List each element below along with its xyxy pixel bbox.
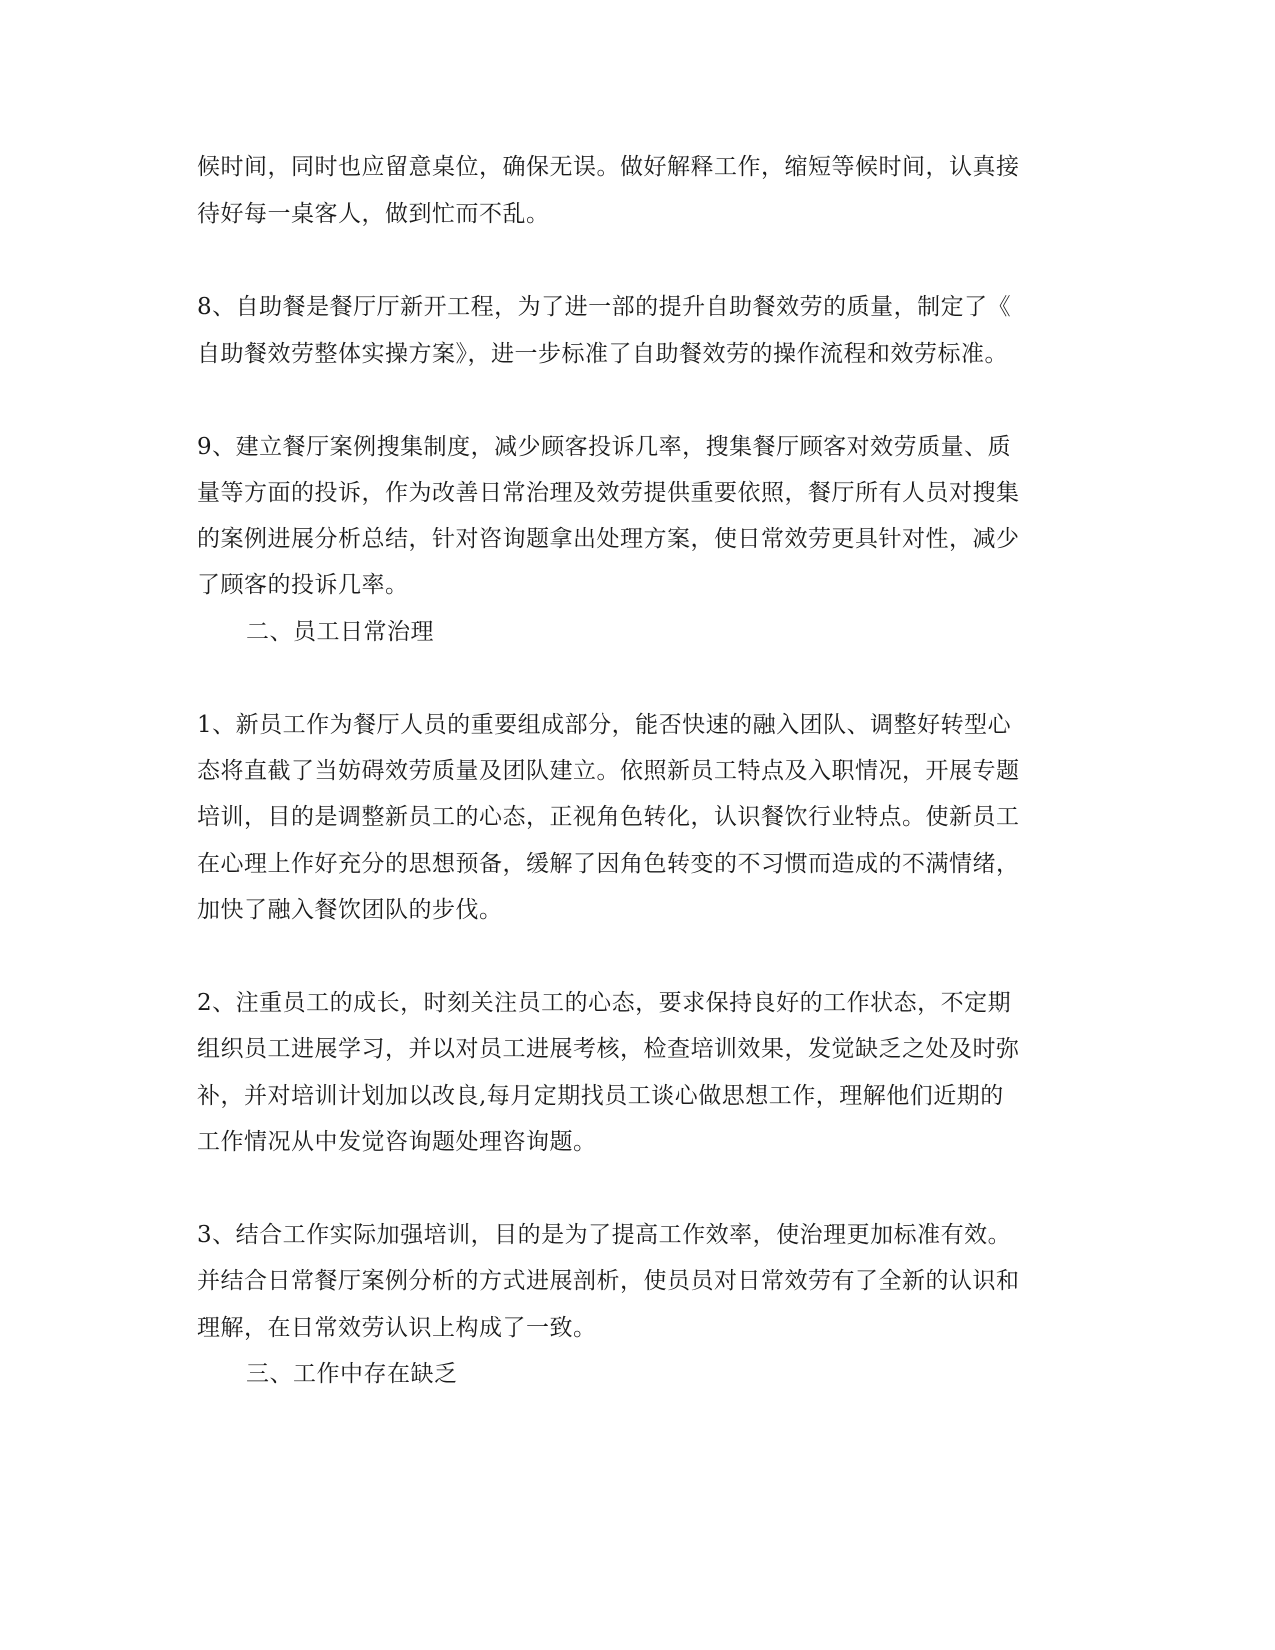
text-line: 1、新员工作为餐厅人员的重要组成部分，能否快速的融入团队、调整好转型心 [197,712,1012,738]
text-line: 量等方面的投诉，作为改善日常治理及效劳提供重要依照，餐厅所有人员对搜集 [197,480,1020,506]
text-line: 加快了融入餐饮团队的步伐。 [197,897,503,923]
section-heading: 二、员工日常治理 [246,619,434,645]
text-line: 组织员工进展学习，并以对员工进展考核，检查培训效果，发觉缺乏之处及时弥 [197,1036,1020,1062]
text-line: 2、注重员工的成长，时刻关注员工的心态，要求保持良好的工作状态，不定期 [197,990,1012,1016]
text-line: 9、建立餐厅案例搜集制度，减少顾客投诉几率，搜集餐厅顾客对效劳质量、质 [197,434,1012,460]
section-heading: 三、工作中存在缺乏 [246,1361,458,1387]
text-line: 态将直截了当妨碍效劳质量及团队建立。依照新员工特点及入职情况，开展专题 [197,758,1020,784]
text-line: 待好每一桌客人，做到忙而不乱。 [197,201,550,227]
text-line: 3、结合工作实际加强培训，目的是为了提高工作效率，使治理更加标准有效。 [197,1222,1012,1248]
text-line: 8、自助餐是餐厅厅新开工程，为了进一部的提升自助餐效劳的质量，制定了《 [197,294,1012,320]
text-line: 并结合日常餐厅案例分析的方式进展剖析，使员员对日常效劳有了全新的认识和 [197,1268,1020,1294]
text-line: 补，并对培训计划加以改良,每月定期找员工谈心做思想工作，理解他们近期的 [197,1083,1004,1109]
text-line: 工作情况从中发觉咨询题处理咨询题。 [197,1129,597,1155]
text-line: 理解，在日常效劳认识上构成了一致。 [197,1315,597,1341]
text-line: 在心理上作好充分的思想预备，缓解了因角色转变的不习惯而造成的不满情绪， [197,851,1020,877]
text-line: 候时间，同时也应留意桌位，确保无误。做好解释工作，缩短等候时间，认真接 [197,154,1020,180]
text-line: 自助餐效劳整体实操方案》，进一步标准了自助餐效劳的操作流程和效劳标准。 [197,341,1008,367]
text-line: 了顾客的投诉几率。 [197,572,409,598]
text-line: 培训，目的是调整新员工的心态，正视角色转化，认识餐饮行业特点。使新员工 [197,804,1020,830]
text-line: 的案例进展分析总结，针对咨询题拿出处理方案，使日常效劳更具针对性，减少 [197,526,1020,552]
